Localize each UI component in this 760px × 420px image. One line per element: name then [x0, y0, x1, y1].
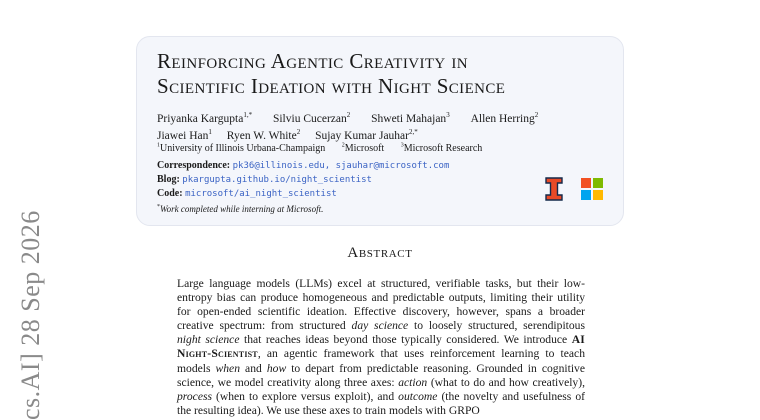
author-row-2 [157, 126, 607, 143]
arxiv-stamp-text: cs.AI] 28 Sep 2026 [16, 210, 45, 420]
day-science-term: day science [351, 319, 409, 333]
affiliations [157, 143, 482, 154]
microsoft-logo-icon [581, 178, 603, 200]
author-name: Allen Herring$^2$ [470, 111, 539, 125]
paper-title [157, 49, 607, 99]
affiliation-microsoft: $^2$Microsoft [341, 143, 385, 155]
author-row-1 [157, 109, 607, 126]
ms-square-blue [581, 190, 591, 200]
affiliation-uiuc: $^1$University of Illinois Urbana-Champaign [157, 143, 326, 155]
blog-link[interactable]: pkargupta.github.io/night_scientist [182, 175, 372, 185]
system-name: AI Night-Scientist [177, 333, 585, 361]
night-science-term: night science [177, 333, 240, 347]
abstract-body: Large language models (LLMs) excel at structured, verifiable tasks, but their low-entropy bias can produce homogeneous and predictable outputs, limiting their utility for open-ended scientific ideation. Effective discovery, however, spans a broader creative spectrum: from structured day science to loosely structured, serendipitous night science that reaches ideas beyond those typically considered. We introduce AI Night-Scientist, an agentic framework that uses reinforcement learning to teach models when and how to depart from predictable reasoning. Grounded in cognitive science, we model creativity along three axes: action (what to do and how creatively), process (when to explore versus exploit), and outcome (the novelty and usefulness of the resulting idea). We use these axes to train models with GRPO [177, 277, 585, 417]
abstract-heading: Abstract [347, 245, 413, 261]
affiliation-msr: $^3$Microsoft Research [400, 143, 483, 155]
author-name: Silviu Cucerzan$^2$ [272, 111, 351, 125]
correspondence-line: Correspondence: pk36@illinois.edu, sjauhar@microsoft.com [157, 160, 450, 171]
blog-line: Blog: pkargupta.github.io/night_scientist [157, 174, 372, 185]
code-line: Code: microsoft/ai_night_scientist [157, 188, 337, 199]
correspondence-emails[interactable]: pk36@illinois.edu, sjauhar@microsoft.com [232, 161, 450, 171]
author-name: Jiawei Han$^1$ [157, 127, 212, 142]
arxiv-side-stamp [6, 210, 46, 420]
title-header-card [136, 36, 624, 226]
ms-square-red [581, 178, 591, 188]
code-link[interactable]: microsoft/ai_night_scientist [185, 189, 337, 199]
ms-square-yellow [593, 190, 603, 200]
title-line-1: Reinforcing Agentic Creativity in [157, 49, 468, 73]
intern-note: *Work completed while interning at Microsoft. [157, 204, 324, 214]
author-name: Ryen W. White$^2$ [226, 127, 301, 142]
institution-logos [545, 177, 607, 203]
uiuc-block-i-icon [545, 177, 563, 201]
ms-square-green [593, 178, 603, 188]
author-name: Sujay Kumar Jauhar$^{2,*}$ [315, 127, 418, 142]
author-name: Shweti Mahajan$^3$ [371, 111, 450, 125]
author-list [157, 109, 607, 143]
author-name: Priyanka Kargupta$^{1,*}$ [157, 111, 253, 125]
title-line-2: Scientific Ideation with Night Science [157, 74, 506, 98]
paper-meta [157, 159, 449, 216]
